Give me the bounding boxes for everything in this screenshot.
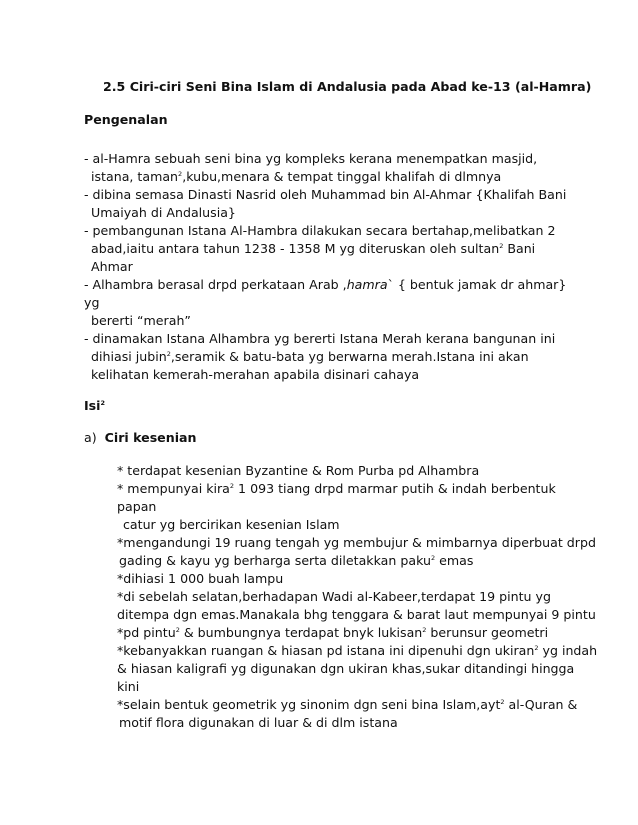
list-item: kini [117,679,140,694]
text-line: - dibina semasa Dinasti Nasrid oleh Muhammad bin Al-Ahmar {Khalifah Bani [84,187,567,202]
list-item: ditempa dgn emas.Manakala bhg tenggara & barat laut mempunyai 9 pintu [117,607,596,622]
list-item: *pd pintu$^2$ & bumbungnya terdapat bnyk lukisan$^2$ berunsur geometri [117,625,549,640]
text-line: - al-Hamra sebuah seni bina yg kompleks kerana menempatkan masjid, [84,151,538,166]
list-item: & hiasan kaligrafi yg digunakan dgn ukiran khas,sukar ditandingi hingga [117,661,575,676]
section-heading-isi: Isi$^2$ [84,398,106,413]
list-item: papan [117,499,157,514]
list-item: motif flora digunakan di luar & di dlm istana [119,715,398,730]
text-line: istana, taman$^2$,kubu,menara & tempat tinggal khalifah di dlmnya [91,169,502,184]
list-item: * mempunyai kira$^2$ 1 093 tiang drpd marmar putih & indah berbentuk [117,481,556,496]
list-item: * terdapat kesenian Byzantine & Rom Purba pd Alhambra [117,463,480,478]
text-line: Umaiyah di Andalusia} [91,205,236,220]
list-item: *mengandungi 19 ruang tengah yg membujur & mimbarnya diperbuat drpd [117,535,596,550]
section-heading-pengenalan: Pengenalan [84,112,168,127]
list-item: *kebanyakkan ruangan & hiasan pd istana ini dipenuhi dgn ukiran$^2$ yg indah [117,643,598,658]
list-item: gading & kayu yg berharga serta diletakkan paku$^2$ emas [119,553,474,568]
text-line: abad,iaitu antara tahun 1238 - 1358 M yg diteruskan oleh sultan$^2$ Bani [91,241,536,256]
text-line: - Alhambra berasal drpd perkataan Arab ,hamra` { bentuk jamak dr ahmar} [84,277,567,292]
text-line: kelihatan kemerah-merahan apabila disinari cahaya [91,367,420,382]
text-line: dihiasi jubin$^2$,seramik & batu-bata yg berwarna merah.Istana ini akan [91,349,529,364]
text-line: Ahmar [91,259,133,274]
list-item: *di sebelah selatan,berhadapan Wadi al-Kabeer,terdapat 19 pintu yg [117,589,551,604]
text-line: bererti “merah” [91,313,191,328]
list-item: *selain bentuk geometrik yg sinonim dgn seni bina Islam,ayt$^2$ al-Quran & [117,697,578,712]
list-item: *dihiasi 1 000 buah lampu [117,571,284,586]
list-item: catur yg bercirikan kesenian Islam [123,517,340,532]
text-line: - pembangunan Istana Al-Hambra dilakukan secara bertahap,melibatkan 2 [84,223,556,238]
document-title: 2.5 Ciri-ciri Seni Bina Islam di Andalusia pada Abad ke-13 (al-Hamra) [103,79,592,94]
text-line: - dinamakan Istana Alhambra yg bererti Istana Merah kerana bangunan ini [84,331,556,346]
text-line: yg [84,295,100,310]
subheading-ciri-kesenian: a) Ciri kesenian [84,430,197,445]
